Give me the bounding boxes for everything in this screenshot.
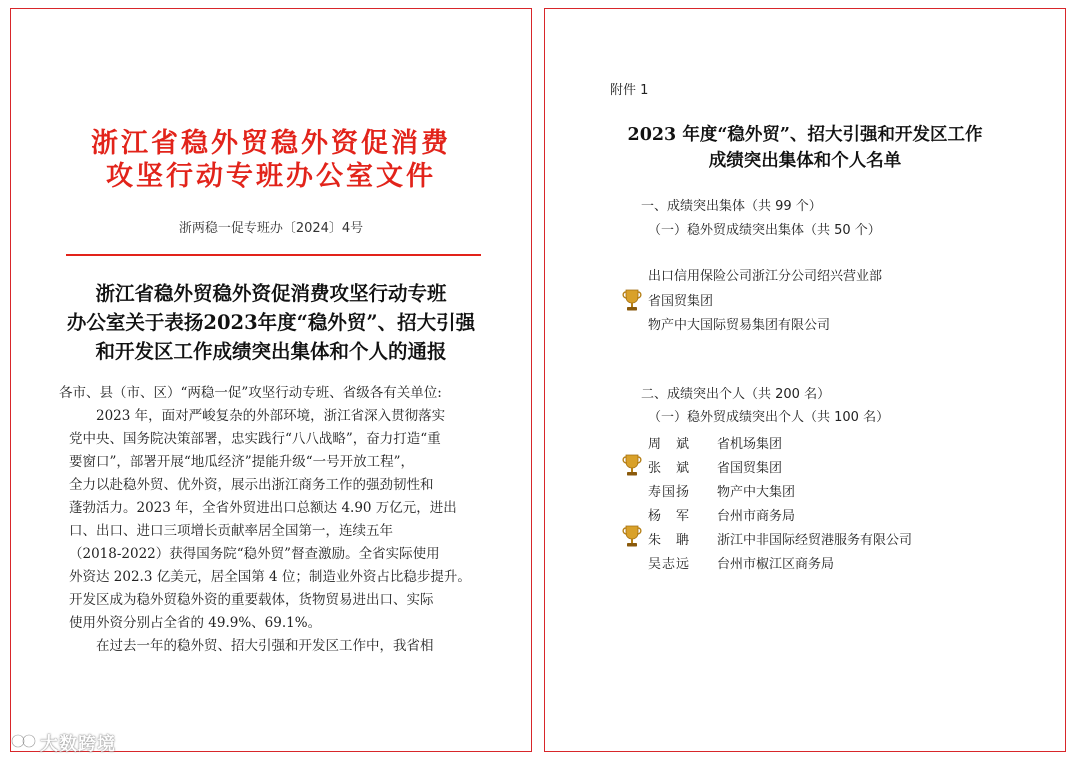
section-1-heading: 一、成绩突出集体（共 99 个） <box>641 199 822 214</box>
trophy-icon <box>621 524 643 548</box>
body-line: （2018-2022）获得国务院“稳外贸”督查激励。全省实际使用 <box>69 546 440 562</box>
body-line: 外资达 202.3 亿美元，居全国第 4 位；制造业外资占比稳步提升。 <box>69 569 471 585</box>
notice-title-line-1: 浙江省稳外贸稳外资促消费攻坚行动专班 <box>95 282 447 305</box>
individual-org: 省国贸集团 <box>717 461 783 476</box>
red-divider-line <box>66 254 481 256</box>
body-line: 各市、县（市、区）“两稳一促”攻坚行动专班、省级各有关单位: <box>59 385 442 401</box>
individual-name: 周 斌 <box>648 437 691 452</box>
trophy-icon <box>621 453 643 477</box>
trophy-icon <box>621 288 643 312</box>
document-number: 浙两稳一促专班办〔2024〕4号 <box>178 221 364 236</box>
individual-org: 省机场集团 <box>717 437 783 452</box>
individual-org: 物产中大集团 <box>717 485 796 500</box>
section-2-heading: 二、成绩突出个人（共 200 名） <box>641 387 831 402</box>
right-document-page <box>544 8 1066 752</box>
body-line: 蓬勃活力。2023 年，全省外贸进出口总额达 4.90 万亿元，进出 <box>69 500 457 516</box>
header-line-1: 浙江省稳外贸稳外资促消费 <box>91 128 451 159</box>
body-line: 开发区成为稳外贸稳外资的重要载体，货物贸易进出口、实际 <box>69 592 434 608</box>
individual-org: 台州市椒江区商务局 <box>717 557 835 572</box>
individual-name: 朱 聃 <box>648 533 691 548</box>
notice-title-line-2: 办公室关于表扬2023年度“稳外贸”、招大引强 <box>66 311 476 334</box>
notice-title-line-3: 和开发区工作成绩突出集体和个人的通报 <box>95 340 447 363</box>
header-line-2: 攻坚行动专班办公室文件 <box>106 161 436 192</box>
collective-entry: 省国贸集团 <box>648 294 714 309</box>
section-1-subheading: （一）稳外贸成绩突出集体（共 50 个） <box>648 223 881 238</box>
individual-name: 寿国扬 <box>648 485 691 500</box>
collective-entry: 出口信用保险公司浙江分公司绍兴营业部 <box>648 269 883 284</box>
body-line: 口、出口、进口三项增长贡献率居全国第一，连续五年 <box>69 523 393 539</box>
body-line: 2023 年，面对严峻复杂的外部环境，浙江省深入贯彻落实 <box>69 408 446 424</box>
body-line: 使用外资分别占全省的 49.9%、69.1%。 <box>69 615 322 631</box>
body-line: 党中央、国务院决策部署，忠实践行“八八战略”，奋力打造“重 <box>69 431 441 447</box>
section-2-subheading: （一）稳外贸成绩突出个人（共 100 名） <box>648 410 890 425</box>
individual-name: 张 斌 <box>648 461 691 476</box>
body-line: 要窗口”，部署开展“地瓜经济”提能升级“一号开放工程”， <box>69 454 415 470</box>
individual-org: 台州市商务局 <box>717 509 796 524</box>
body-line: 在过去一年的稳外贸、招大引强和开发区工作中，我省相 <box>69 638 434 654</box>
attachment-label: 附件 1 <box>610 83 649 98</box>
list-title-line-2: 成绩突出集体和个人名单 <box>708 151 902 171</box>
list-title-line-1: 2023 年度“稳外贸”、招大引强和开发区工作 <box>627 125 983 145</box>
watermark-text: 大数跨境 <box>40 734 116 755</box>
body-line: 全力以赴稳外贸、优外资，展示出浙江商务工作的强劲韧性和 <box>69 477 434 493</box>
individual-name: 杨 军 <box>648 509 691 524</box>
left-document-page <box>10 8 532 752</box>
individual-name: 吴志远 <box>648 557 691 572</box>
collective-entry: 物产中大国际贸易集团有限公司 <box>648 318 831 333</box>
individual-org: 浙江中非国际经贸港服务有限公司 <box>717 533 913 548</box>
